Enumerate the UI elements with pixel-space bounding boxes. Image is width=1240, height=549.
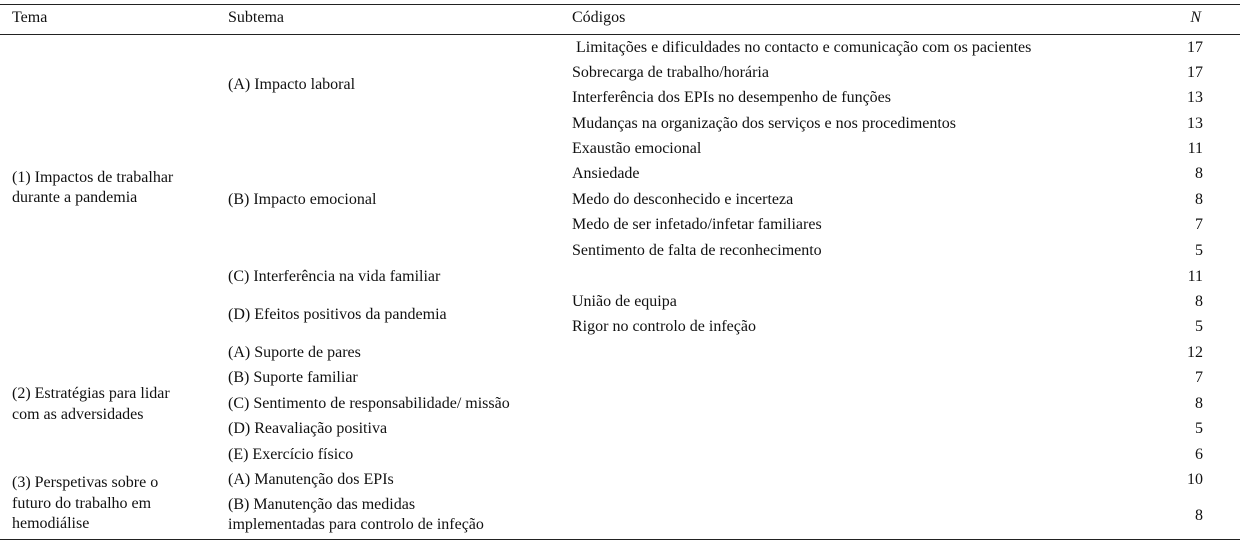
- n-2d: 5: [1195, 420, 1203, 437]
- subtheme-1c: (C) Interferência na vida familiar: [228, 268, 441, 285]
- n-1a-2: 17: [1187, 64, 1203, 81]
- header-codigos: Códigos: [572, 9, 626, 26]
- subtheme-3b-line-2: implementadas para controlo de infeção: [228, 516, 484, 533]
- table-bottom-rule: [0, 539, 1240, 540]
- subtheme-2e: (E) Exercício físico: [228, 446, 354, 463]
- code-1a-4: Mudanças na organização dos serviços e nos procedimentos: [572, 115, 957, 132]
- n-1a-1: 17: [1187, 39, 1203, 56]
- subtheme-3a: (A) Manutenção dos EPIs: [228, 471, 394, 488]
- theme-3-line-1: (3) Perspetivas sobre o: [12, 474, 159, 491]
- code-1d-1: União de equipa: [572, 293, 677, 310]
- theme-2-line-1: (2) Estratégias para lidar: [12, 385, 170, 402]
- n-2c: 8: [1195, 395, 1203, 412]
- n-1d-1: 8: [1195, 293, 1203, 310]
- theme-3-line-2: futuro do trabalho em: [12, 495, 152, 512]
- n-3a: 10: [1187, 471, 1203, 488]
- subtheme-3b-line-1: (B) Manutenção das medidas: [228, 496, 416, 513]
- theme-1-line-2: durante a pandemia: [12, 189, 138, 206]
- n-1b-3: 8: [1195, 191, 1203, 208]
- code-1b-1: Exaustão emocional: [572, 140, 702, 157]
- theme-2-line-2: com as adversidades: [12, 406, 144, 423]
- header-subtema: Subtema: [228, 9, 284, 26]
- n-1b-2: 8: [1195, 165, 1203, 182]
- subtheme-1a: (A) Impacto laboral: [228, 76, 356, 93]
- code-1a-2: Sobrecarga de trabalho/horária: [572, 64, 769, 81]
- n-1a-4: 13: [1187, 115, 1203, 132]
- theme-1-line-1: (1) Impactos de trabalhar: [12, 169, 174, 186]
- subtheme-2d: (D) Reavaliação positiva: [228, 420, 388, 437]
- subtheme-2b: (B) Suporte familiar: [228, 369, 358, 386]
- header-tema: Tema: [12, 9, 48, 26]
- n-1b-1: 11: [1187, 140, 1203, 157]
- subtheme-1b: (B) Impacto emocional: [228, 191, 377, 208]
- subtheme-1d: (D) Efeitos positivos da pandemia: [228, 306, 447, 323]
- n-1a-3: 13: [1187, 89, 1203, 106]
- n-1b-5: 5: [1195, 242, 1203, 259]
- theme-3-line-3: hemodiálise: [12, 515, 90, 532]
- n-3b: 8: [1195, 507, 1203, 524]
- code-1b-3: Medo do desconhecido e incerteza: [572, 191, 794, 208]
- code-1d-2: Rigor no controlo de infeção: [572, 318, 756, 335]
- n-2a: 12: [1187, 344, 1203, 361]
- n-1d-2: 5: [1195, 318, 1203, 335]
- code-1b-5: Sentimento de falta de reconhecimento: [572, 242, 822, 259]
- code-1a-3: Interferência dos EPIs no desempenho de funções: [572, 89, 891, 106]
- code-1b-2: Ansiedade: [572, 165, 640, 182]
- code-1b-4: Medo de ser infetado/infetar familiares: [572, 216, 822, 233]
- n-2b: 7: [1195, 369, 1203, 386]
- table-top-rule: [0, 4, 1240, 5]
- n-2e: 6: [1195, 446, 1203, 463]
- code-1a-1: Limitações e dificuldades no contacto e comunicação com os pacientes: [576, 39, 1032, 56]
- header-n: N: [1190, 9, 1201, 26]
- header-bottom-rule: [0, 34, 1240, 35]
- n-1c: 11: [1187, 268, 1203, 285]
- subtheme-2c: (C) Sentimento de responsabilidade/ missão: [228, 395, 510, 412]
- subtheme-2a: (A) Suporte de pares: [228, 344, 361, 361]
- n-1b-4: 7: [1195, 216, 1203, 233]
